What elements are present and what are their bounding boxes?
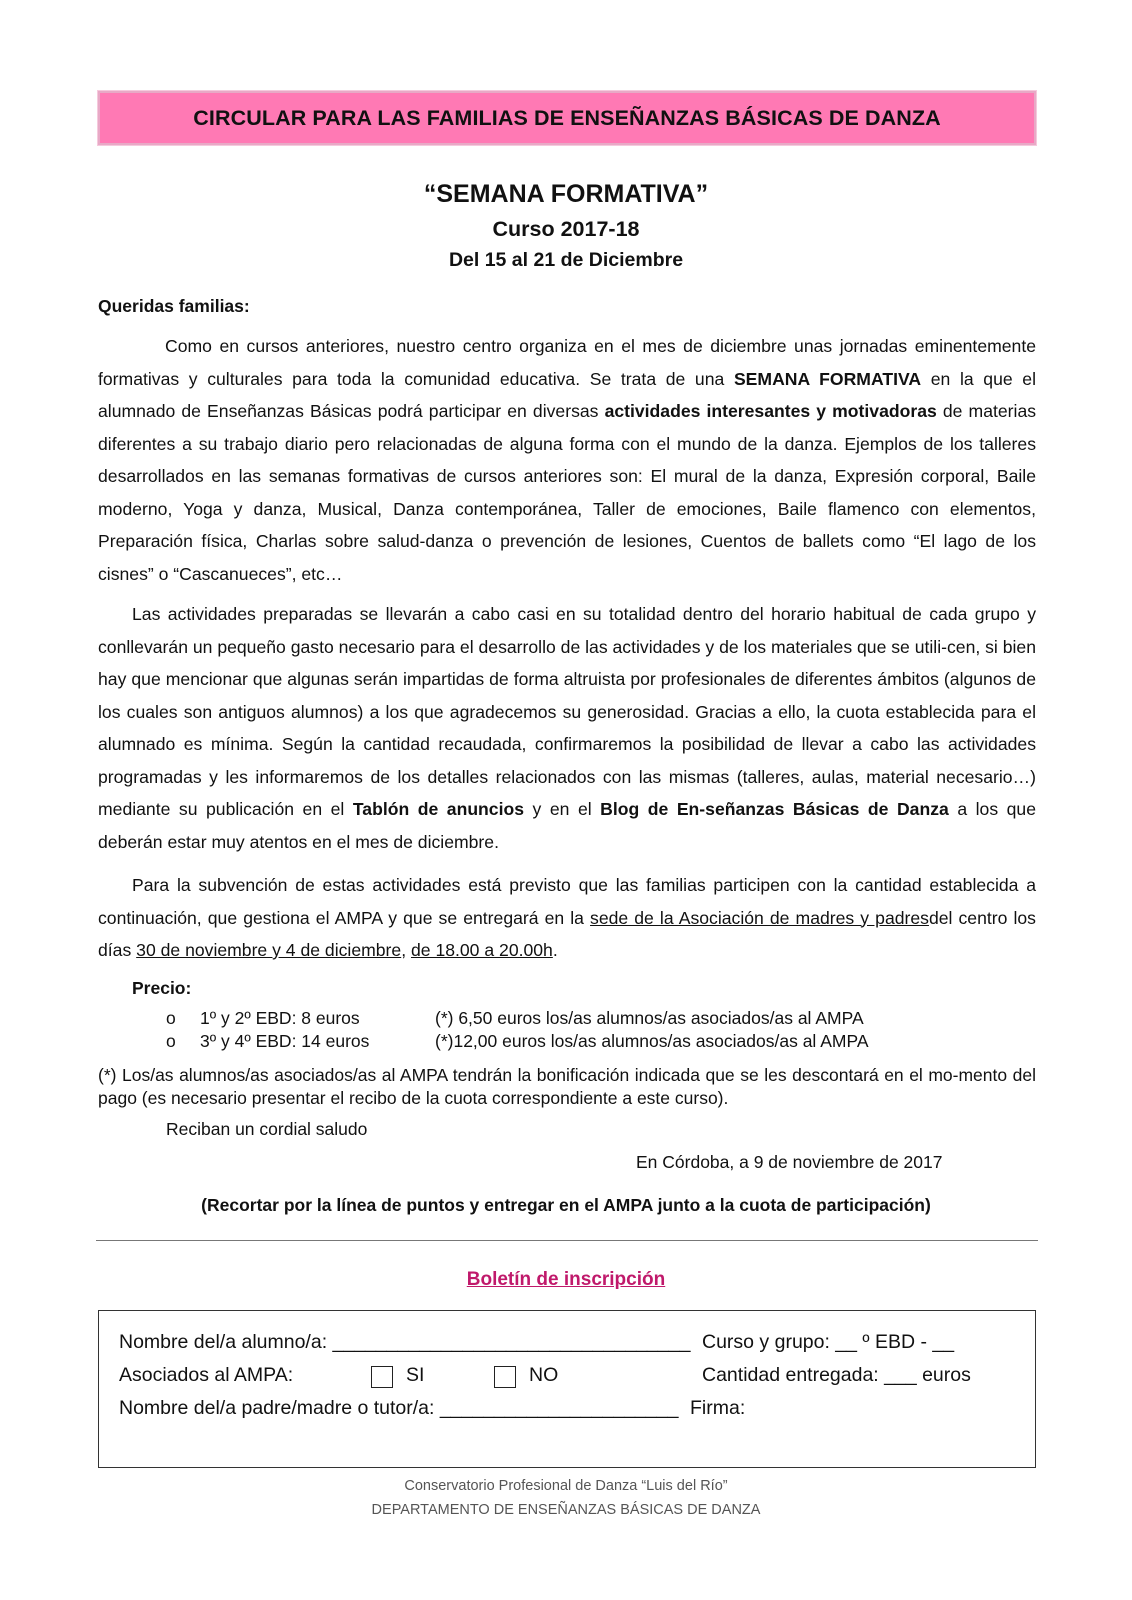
p1-text-c: en la que el alumnado de Enseñanzas Básicas podrá participar en diversas xyxy=(98,368,1036,421)
cut-instruction: (Recortar por la línea de puntos y entregar en el AMPA junto a la cuota de participación) xyxy=(201,1195,931,1215)
cut-line xyxy=(96,1240,1038,1241)
ampa-no-label: NO xyxy=(529,1364,559,1386)
form-title: Boletín de inscripción xyxy=(466,1269,666,1290)
paragraph-subvencion xyxy=(98,869,1036,967)
price-label: 3º y 4º EBD: 14 euros xyxy=(200,1031,370,1051)
price-discount: (*)12,00 euros los/as alumnos/as asociados/as al AMPA xyxy=(435,1031,869,1051)
p3-text-e: , xyxy=(401,940,411,960)
ampa-no-checkbox[interactable] xyxy=(494,1366,516,1388)
p3-underline-horario: de 18.00 a 20.00h xyxy=(410,940,553,960)
bullet-icon: o xyxy=(166,1031,176,1051)
bullet-icon: o xyxy=(166,1008,176,1028)
p2-bold-blog: Blog de En-señanzas Básicas de Danza xyxy=(600,799,949,819)
paragraph-activities xyxy=(98,598,1036,858)
p1-text-a: Como en cursos anteriores, nuestro centro organiza en el mes de diciembre unas jornadas eminentemente formativas y culturales para toda la comunidad educativa. Se trata de una xyxy=(98,336,1036,389)
amount-field[interactable]: Cantidad entregada: ___ euros xyxy=(702,1364,971,1386)
ampa-note: (*) Los/as alumnos/as asociados/as al AMPA tendrán la bonificación indicada que se les descontará en el mo-mento del pago (es necesario presentar el recibo de la cuota correspondiente a este curso). xyxy=(98,1065,1036,1108)
student-name-field[interactable]: Nombre del/a alumno/a: _________________________________ xyxy=(119,1331,691,1353)
price-discount: (*) 6,50 euros los/as alumnos/as asociados/as al AMPA xyxy=(435,1008,864,1028)
p3-text-g: . xyxy=(552,940,558,960)
footer-institution: Conservatorio Profesional de Danza “Luis del Río” xyxy=(404,1478,728,1494)
greeting: Queridas familias: xyxy=(98,296,250,316)
p1-bold-actividades: actividades interesantes y motivadoras xyxy=(604,401,937,421)
p3-underline-sede: sede de la Asociación de madres y padres xyxy=(590,907,929,928)
ampa-si-label: SI xyxy=(406,1364,425,1386)
p3-text-c: del centro los días xyxy=(98,907,1036,960)
doc-title: “SEMANA FORMATIVA” xyxy=(423,180,709,208)
signature-field[interactable]: Firma: xyxy=(690,1397,746,1419)
ampa-label: Asociados al AMPA: xyxy=(119,1364,294,1386)
date-range: Del 15 al 21 de Diciembre xyxy=(448,249,684,271)
ampa-si-checkbox[interactable] xyxy=(371,1366,393,1388)
p2-text-c: y en el xyxy=(524,799,601,819)
price-label: 1º y 2º EBD: 8 euros xyxy=(200,1008,360,1028)
closing-greeting: Reciban un cordial saludo xyxy=(166,1119,368,1139)
banner-title: CIRCULAR PARA LAS FAMILIAS DE ENSEÑANZAS BÁSICAS DE DANZA xyxy=(193,105,941,130)
footer-department: DEPARTAMENTO DE ENSEÑANZAS BÁSICAS DE DANZA xyxy=(371,1502,761,1518)
registration-form xyxy=(98,1310,1036,1468)
p3-text-a: Para la subvención de estas actividades está previsto que las familias participen con la cantidad establecida a continuación, que gestiona el AMPA y que se entregará en la xyxy=(98,875,1036,928)
p3-underline-dias: 30 de noviembre y 4 de diciembre xyxy=(136,940,402,960)
p2-text-a: Las actividades preparadas se llevarán a cabo casi en su totalidad dentro del horario habitual de cada grupo y conllevarán un pequeño gasto necesario para el desarrollo de las actividades y de los materiales que se utili-cen, si bien hay que mencionar que algunas serán impartidas de forma altruista por profesionales de diferentes ámbitos (algunos de los cuales son antiguos alumnos) a los que agradecemos su generosidad. Gracias a ello, la cuota establecida para el alumnado es mínima. Según la cantidad recaudada, confirmaremos la posibilidad de llevar a cabo las actividades programadas y les informaremos de los detalles relacionados con las mismas (talleres, aulas, material necesario…) mediante su publicación en el xyxy=(98,604,1036,819)
p2-text-e: a los que deberán estar muy atentos en el mes de diciembre. xyxy=(98,799,1036,852)
place-date: En Córdoba, a 9 de noviembre de 2017 xyxy=(636,1152,943,1172)
p2-bold-tablon: Tablón de anuncios xyxy=(352,799,525,819)
p1-bold-semana: SEMANA FORMATIVA xyxy=(733,368,922,389)
p1-text-e: de materias diferentes a su trabajo diario pero relacionadas de alguna forma con el mundo de la danza. Ejemplos de los talleres desarrollados en las semanas formativas de cursos anteriores son: El mural de la danza, Expresión corporal, Baile moderno, Yoga y danza, Musical, Danza contemporánea, Taller de emociones, Baile flamenco con elementos, Preparación física, Charlas sobre salud-danza o prevención de lesiones, Cuentos de ballets como “El lago de los cisnes” o “Cascanueces”, etc… xyxy=(98,401,1037,584)
course-label: Curso 2017-18 xyxy=(492,217,640,241)
paragraph-intro xyxy=(98,330,1036,590)
header-banner xyxy=(98,91,1036,145)
price-heading: Precio: xyxy=(132,978,192,998)
course-group-field[interactable]: Curso y grupo: __ º EBD - __ xyxy=(702,1331,955,1353)
parent-name-field[interactable]: Nombre del/a padre/madre o tutor/a: ______________________ xyxy=(119,1397,679,1419)
